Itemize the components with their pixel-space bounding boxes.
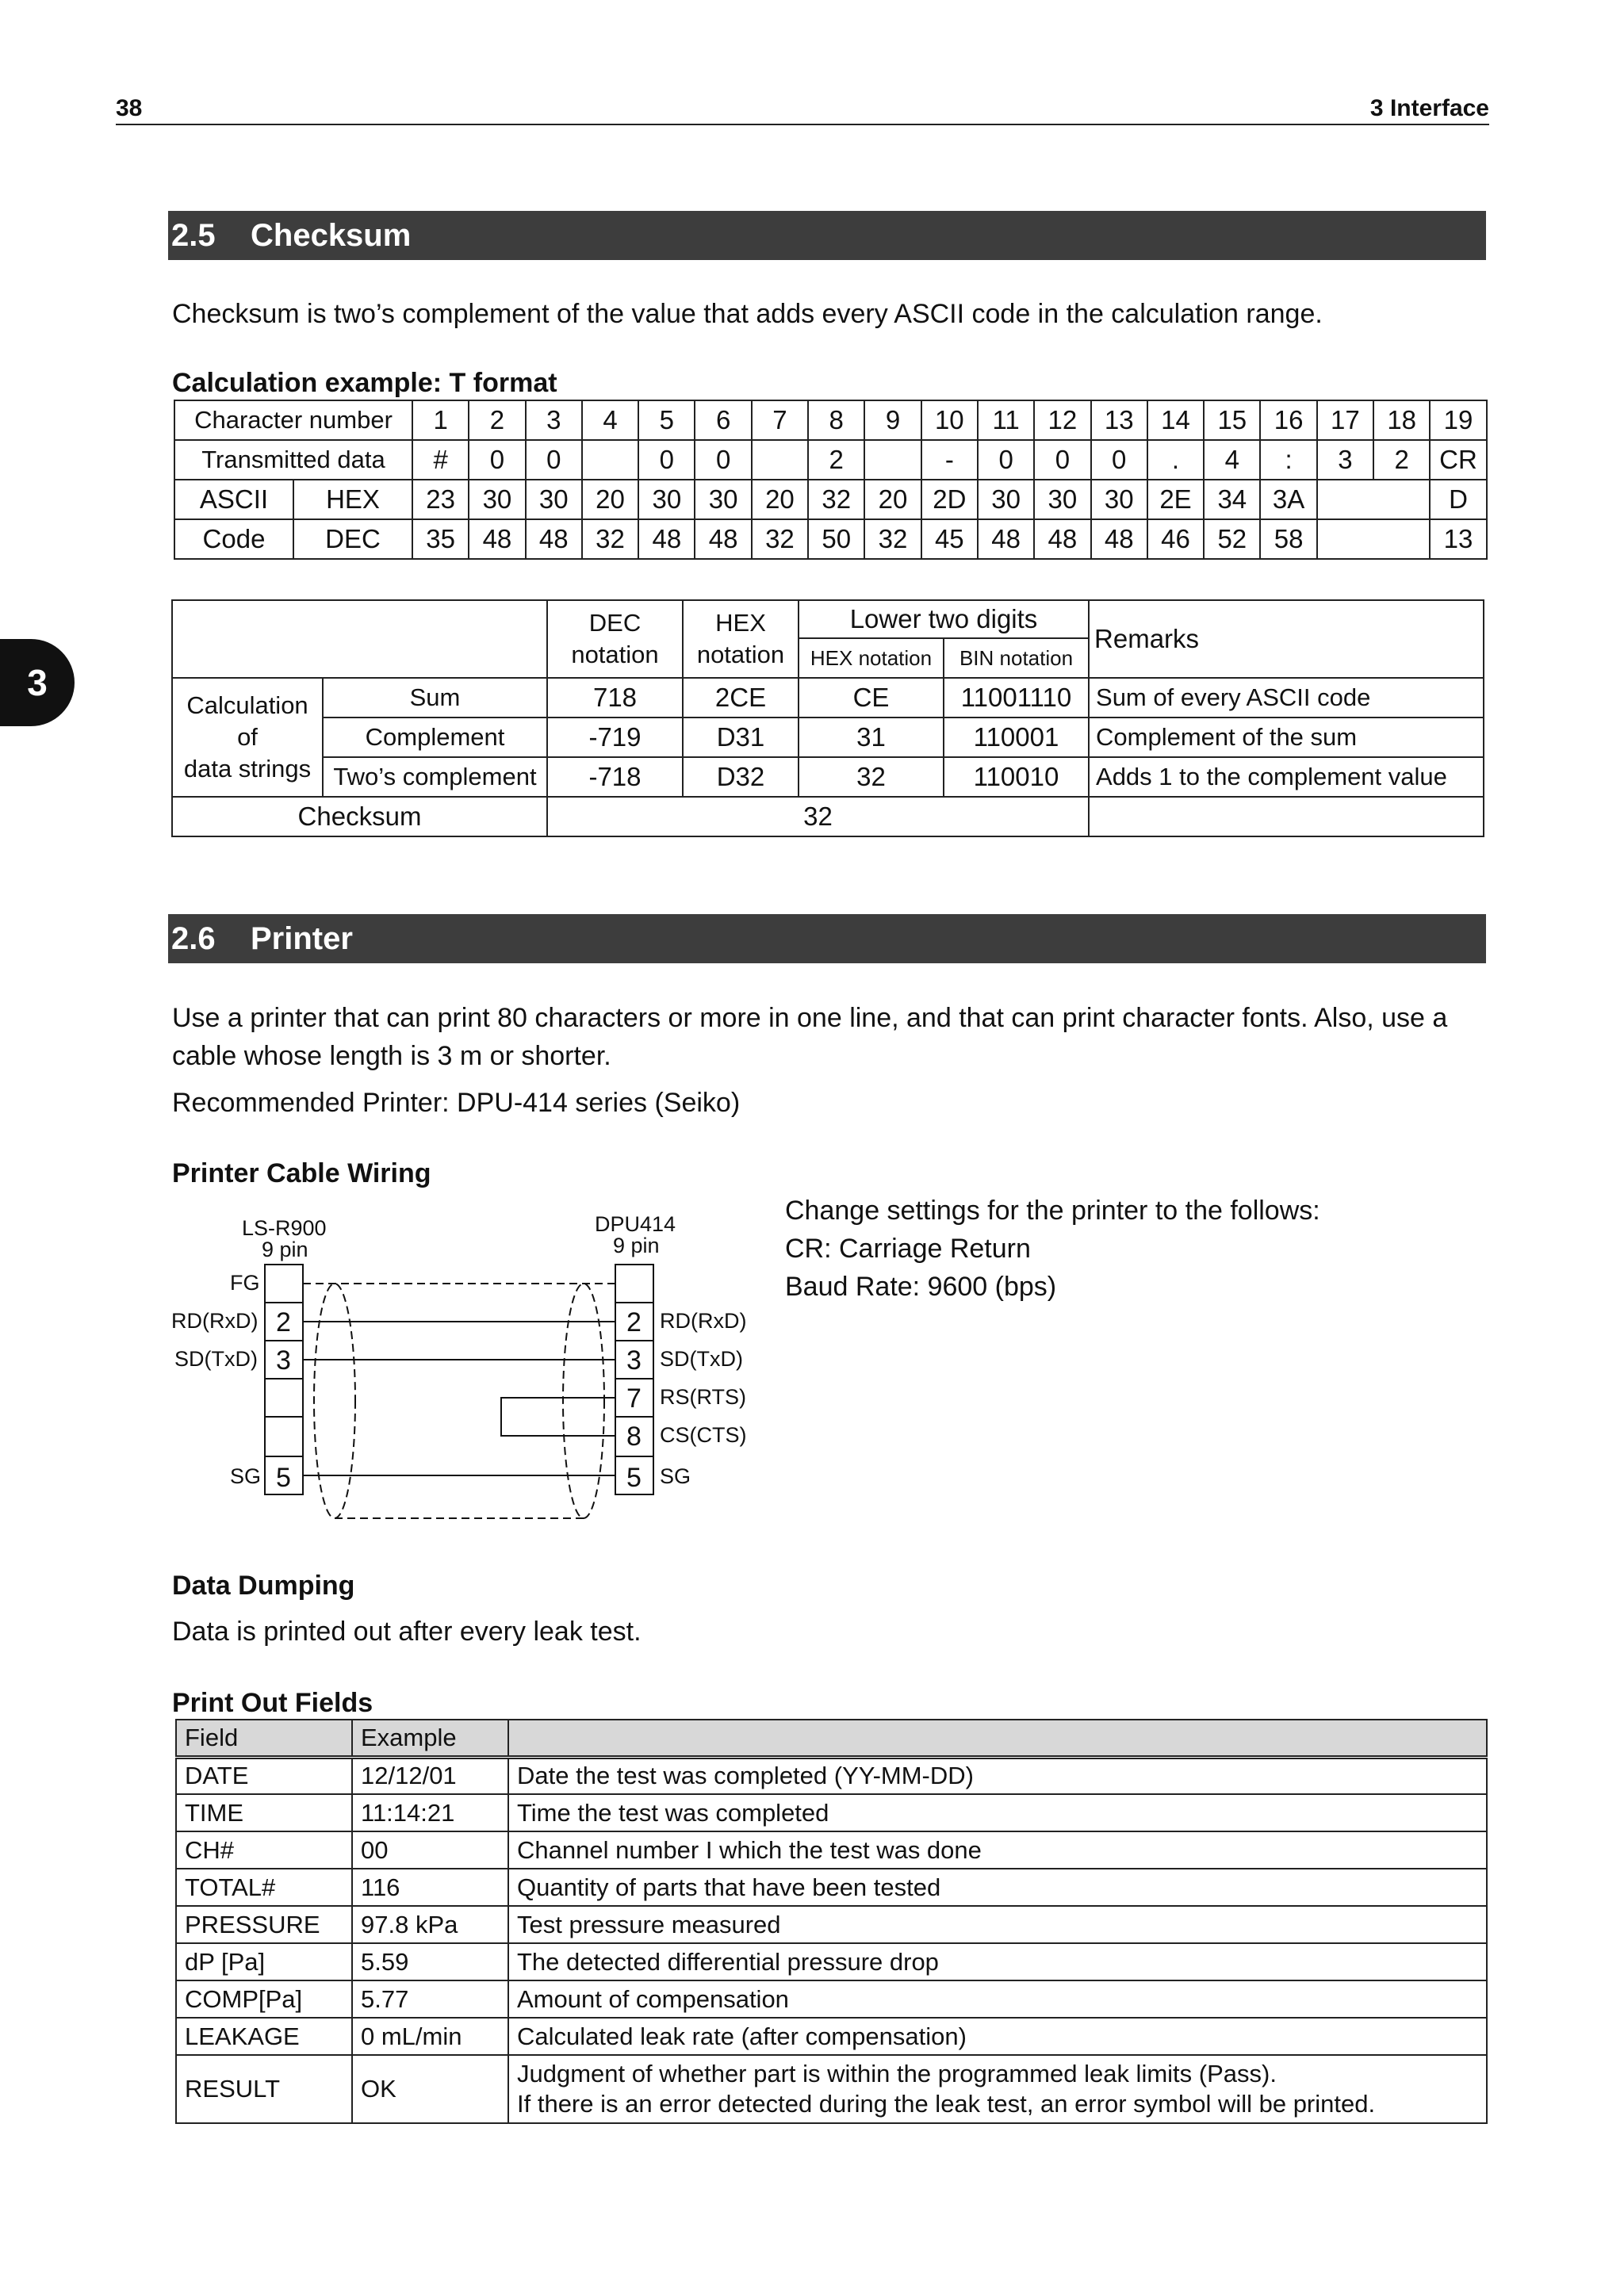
left-pin-3: 3 — [276, 1345, 291, 1376]
shield-right-ellipse — [563, 1284, 604, 1518]
shield-left-ellipse — [314, 1284, 355, 1518]
field-description: Amount of compensation — [508, 1980, 1487, 2018]
field-example: 97.8 kPa — [352, 1906, 508, 1943]
field-example: 5.77 — [352, 1980, 508, 2018]
field-name: COMP[Pa] — [176, 1980, 352, 2018]
section-title: Checksum — [251, 217, 412, 253]
table-row — [176, 1794, 1487, 1831]
field-name: TIME — [176, 1794, 352, 1831]
cell-label: Transmitted data — [174, 440, 412, 480]
row-character-number — [174, 400, 1487, 440]
dec-code-cell: 48 — [1034, 519, 1090, 559]
cell-label: HEX — [293, 480, 412, 519]
hex-notation-text: HEX notation — [696, 609, 785, 668]
hex-value: 2CE — [683, 678, 799, 718]
page-number: 38 — [116, 95, 143, 121]
field-name: CH# — [176, 1831, 352, 1869]
character-number-cell: 16 — [1260, 400, 1316, 440]
table-row — [176, 2018, 1487, 2055]
table-row-result — [176, 2055, 1487, 2123]
hex-code-cell: 20 — [582, 480, 638, 519]
hex-code-cell: D — [1430, 480, 1486, 519]
right-pin-5: 5 — [626, 1463, 642, 1493]
hex-code-cell: 30 — [526, 480, 582, 519]
transmitted-data-cell: # — [412, 440, 469, 480]
group-label-text: Calculation of data strings — [183, 691, 312, 783]
result-line-2: If there is an error detected during the leak test, an error symbol will be printed. — [517, 2090, 1376, 2118]
table-row — [176, 1831, 1487, 1869]
transmitted-data-cell: 0 — [469, 440, 525, 480]
header-description — [508, 1720, 1487, 1757]
character-number-cell: 15 — [1204, 400, 1260, 440]
section-number: 2.6 — [171, 920, 216, 956]
cell-label: ASCII — [174, 480, 293, 519]
dec-value: -718 — [547, 757, 683, 797]
hex-code-cell: 3A — [1260, 480, 1316, 519]
data-dumping-heading: Data Dumping — [172, 1571, 355, 1601]
character-number-cell: 3 — [526, 400, 582, 440]
left-pins-label: 9 pin — [262, 1238, 308, 1261]
row-code-dec — [174, 519, 1487, 559]
transmitted-data-cell: 3 — [1317, 440, 1373, 480]
field-example: 11:14:21 — [352, 1794, 508, 1831]
section-number: 2.5 — [171, 217, 216, 253]
transmitted-data-cell: 0 — [1091, 440, 1147, 480]
dec-value: -719 — [547, 718, 683, 757]
fields-header-row — [176, 1720, 1487, 1757]
dec-code-cell: 48 — [526, 519, 582, 559]
wire-rts-cts-loop — [501, 1398, 615, 1436]
remark: Adds 1 to the complement value — [1089, 757, 1484, 797]
field-name: PRESSURE — [176, 1906, 352, 1943]
header-example: Example — [352, 1720, 508, 1757]
dec-code-cell: 13 — [1430, 519, 1486, 559]
hex-code-cell: 20 — [864, 480, 921, 519]
section-title: Printer — [251, 920, 353, 956]
lower-hex-value: 32 — [799, 757, 944, 797]
field-name: DATE — [176, 1757, 352, 1794]
table-row — [176, 1906, 1487, 1943]
calc-row-sum — [172, 678, 1484, 718]
cell-label: DEC — [293, 519, 412, 559]
transmitted-data-cell: - — [921, 440, 978, 480]
lower-hex-value: 31 — [799, 718, 944, 757]
dec-code-cell: 32 — [582, 519, 638, 559]
dec-code-cell: 48 — [1091, 519, 1147, 559]
shield-lines — [303, 1284, 615, 1518]
hex-code-cell: 30 — [1034, 480, 1090, 519]
t-format-table — [174, 400, 1488, 560]
character-number-cell: 5 — [638, 400, 695, 440]
print-fields-heading: Print Out Fields — [172, 1688, 373, 1718]
right-signal-rs: RS(RTS) — [660, 1385, 747, 1409]
right-signal-rd: RD(RxD) — [660, 1309, 747, 1333]
character-number-cell: 13 — [1091, 400, 1147, 440]
lower-hex-value: CE — [799, 678, 944, 718]
character-number-cell: 17 — [1317, 400, 1373, 440]
calc-row-twos-complement — [172, 757, 1484, 797]
dec-code-cell: 46 — [1147, 519, 1204, 559]
character-number-cell: 10 — [921, 400, 978, 440]
field-name: TOTAL# — [176, 1869, 352, 1906]
right-pins-label: 9 pin — [613, 1234, 660, 1257]
hex-code-cell: 30 — [638, 480, 695, 519]
character-number-cell: 6 — [695, 400, 751, 440]
field-example: OK — [352, 2055, 508, 2123]
table-row — [176, 1869, 1487, 1906]
field-description: Channel number I which the test was done — [508, 1831, 1487, 1869]
right-device-label: DPU414 — [595, 1212, 676, 1236]
blank-header-cell — [172, 600, 547, 678]
cable-wiring-diagram — [159, 1201, 777, 1534]
field-description: Time the test was completed — [508, 1794, 1487, 1831]
section-heading-printer — [168, 914, 1486, 963]
section-heading-checksum — [168, 211, 1486, 260]
dec-code-cell: 58 — [1260, 519, 1316, 559]
character-number-cell: 1 — [412, 400, 469, 440]
remark: Complement of the sum — [1089, 718, 1484, 757]
hex-code-cell: 2E — [1147, 480, 1204, 519]
right-pin-3: 3 — [626, 1345, 642, 1376]
transmitted-data-cell: CR — [1430, 440, 1486, 480]
character-number-cell: 19 — [1430, 400, 1486, 440]
right-pin-8: 8 — [626, 1422, 642, 1452]
table-row — [176, 1943, 1487, 1980]
field-example: 5.59 — [352, 1943, 508, 1980]
row-name: Complement — [323, 718, 547, 757]
hex-code-cell: 34 — [1204, 480, 1260, 519]
remark: Sum of every ASCII code — [1089, 678, 1484, 718]
character-number-cell: 12 — [1034, 400, 1090, 440]
row-name: Two’s complement — [323, 757, 547, 797]
field-example: 0 mL/min — [352, 2018, 508, 2055]
data-dumping-text: Data is printed out after every leak test. — [172, 1617, 642, 1647]
hex-code-cell: 32 — [808, 480, 864, 519]
right-pin-7: 7 — [626, 1383, 642, 1414]
row-name: Sum — [323, 678, 547, 718]
print-fields-table — [175, 1719, 1488, 2124]
right-connector — [615, 1265, 653, 1494]
calculation-table — [171, 599, 1484, 837]
dec-code-cell: 32 — [864, 519, 921, 559]
checksum-remark-empty — [1089, 797, 1484, 836]
blank-code-cell — [1317, 480, 1431, 519]
bin-value: 110001 — [944, 718, 1089, 757]
field-example: 116 — [352, 1869, 508, 1906]
field-name: dP [Pa] — [176, 1943, 352, 1980]
calc-header-row — [172, 600, 1484, 638]
dec-notation-header — [547, 600, 683, 678]
left-signal-sg: SG — [230, 1464, 262, 1488]
bin-notation-subheader: BIN notation — [944, 638, 1089, 678]
checksum-intro: Checksum is two’s complement of the value that adds every ASCII code in the calculation range. — [172, 299, 1323, 329]
hex-code-cell: 30 — [1091, 480, 1147, 519]
result-line-1: Judgment of whether part is within the programmed leak limits (Pass). — [517, 2060, 1277, 2087]
transmitted-data-cell: . — [1147, 440, 1204, 480]
character-number-cell: 2 — [469, 400, 525, 440]
transmitted-data-cell — [582, 440, 638, 480]
character-number-cell: 4 — [582, 400, 638, 440]
blank-code-cell — [1317, 519, 1431, 559]
transmitted-data-cell: 0 — [526, 440, 582, 480]
settings-line-1: Change settings for the printer to the follows: — [785, 1196, 1320, 1226]
field-description: Quantity of parts that have been tested — [508, 1869, 1487, 1906]
character-number-cell: 8 — [808, 400, 864, 440]
hex-code-cell: 30 — [978, 480, 1034, 519]
left-pin-2: 2 — [276, 1307, 291, 1337]
dec-code-cell: 48 — [469, 519, 525, 559]
dec-code-cell: 45 — [921, 519, 978, 559]
chapter-title: 3 Interface — [1369, 95, 1489, 121]
calc-row-checksum — [172, 797, 1484, 836]
lower-two-digits-header: Lower two digits — [799, 600, 1089, 638]
left-connector — [265, 1265, 303, 1494]
calc-row-complement — [172, 718, 1484, 757]
chapter-tab: 3 — [0, 639, 75, 726]
right-signal-cs: CS(CTS) — [660, 1423, 747, 1447]
transmitted-data-cell: 2 — [808, 440, 864, 480]
running-header — [116, 89, 1489, 125]
transmitted-data-cell: 4 — [1204, 440, 1260, 480]
header-field: Field — [176, 1720, 352, 1757]
field-name: RESULT — [176, 2055, 352, 2123]
recommended-printer: Recommended Printer: DPU-414 series (Seiko) — [172, 1088, 741, 1118]
checksum-label: Checksum — [172, 797, 547, 836]
transmitted-data-cell: 0 — [1034, 440, 1090, 480]
row-transmitted-data — [174, 440, 1487, 480]
cell-label: Code — [174, 519, 293, 559]
character-number-cell: 18 — [1373, 400, 1430, 440]
right-pin-2: 2 — [626, 1307, 642, 1337]
bin-value: 11001110 — [944, 678, 1089, 718]
signal-wires — [303, 1322, 615, 1475]
transmitted-data-cell: 0 — [638, 440, 695, 480]
right-signal-sg: SG — [660, 1464, 691, 1488]
field-name: LEAKAGE — [176, 2018, 352, 2055]
transmitted-data-cell — [864, 440, 921, 480]
field-description — [508, 2055, 1487, 2123]
table-row — [176, 1757, 1487, 1794]
hex-code-cell: 30 — [469, 480, 525, 519]
transmitted-data-cell: 0 — [695, 440, 751, 480]
hex-code-cell: 23 — [412, 480, 469, 519]
bin-value: 110010 — [944, 757, 1089, 797]
left-signal-sd: SD(TxD) — [174, 1347, 258, 1371]
character-number-cell: 14 — [1147, 400, 1204, 440]
dec-notation-text: DEC notation — [571, 609, 659, 668]
field-description: Date the test was completed (YY-MM-DD) — [508, 1757, 1487, 1794]
dec-code-cell: 48 — [978, 519, 1034, 559]
dec-code-cell: 48 — [695, 519, 751, 559]
dec-code-cell: 50 — [808, 519, 864, 559]
field-description: The detected differential pressure drop — [508, 1943, 1487, 1980]
field-example: 12/12/01 — [352, 1757, 508, 1794]
dec-value: 718 — [547, 678, 683, 718]
field-description: Calculated leak rate (after compensation) — [508, 2018, 1487, 2055]
left-signal-rd: RD(RxD) — [171, 1309, 259, 1333]
transmitted-data-cell: : — [1260, 440, 1316, 480]
hex-code-cell: 30 — [695, 480, 751, 519]
checksum-value: 32 — [547, 797, 1089, 836]
hex-notation-subheader: HEX notation — [799, 638, 944, 678]
transmitted-data-cell: 0 — [978, 440, 1034, 480]
table-row — [176, 1980, 1487, 2018]
dec-code-cell: 48 — [638, 519, 695, 559]
settings-line-3: Baud Rate: 9600 (bps) — [785, 1272, 1057, 1302]
cell-label: Character number — [174, 400, 412, 440]
remarks-header: Remarks — [1089, 600, 1484, 678]
hex-code-cell: 20 — [752, 480, 808, 519]
character-number-cell: 11 — [978, 400, 1034, 440]
hex-value: D31 — [683, 718, 799, 757]
hex-value: D32 — [683, 757, 799, 797]
field-example: 00 — [352, 1831, 508, 1869]
right-signal-sd: SD(TxD) — [660, 1347, 743, 1371]
transmitted-data-cell: 2 — [1373, 440, 1430, 480]
left-device-label: LS-R900 — [242, 1216, 327, 1240]
field-description: Test pressure measured — [508, 1906, 1487, 1943]
hex-notation-header — [683, 600, 799, 678]
wiring-heading: Printer Cable Wiring — [172, 1158, 431, 1188]
example-heading: Calculation example: T format — [172, 368, 557, 398]
fg-label: FG — [230, 1271, 260, 1295]
wiring-svg — [159, 1201, 777, 1534]
printer-paragraph: Use a printer that can print 80 characters or more in one line, and that can print character fonts. Also, use a cable whose length is 3 m or shorter. — [172, 1003, 1448, 1071]
dec-code-cell: 52 — [1204, 519, 1260, 559]
character-number-cell: 9 — [864, 400, 921, 440]
character-number-cell: 7 — [752, 400, 808, 440]
row-ascii-hex — [174, 480, 1487, 519]
dec-code-cell: 32 — [752, 519, 808, 559]
left-pin-5: 5 — [276, 1463, 291, 1493]
transmitted-data-cell — [752, 440, 808, 480]
settings-line-2: CR: Carriage Return — [785, 1234, 1031, 1264]
hex-code-cell: 2D — [921, 480, 978, 519]
dec-code-cell: 35 — [412, 519, 469, 559]
group-label-cell — [172, 678, 323, 797]
